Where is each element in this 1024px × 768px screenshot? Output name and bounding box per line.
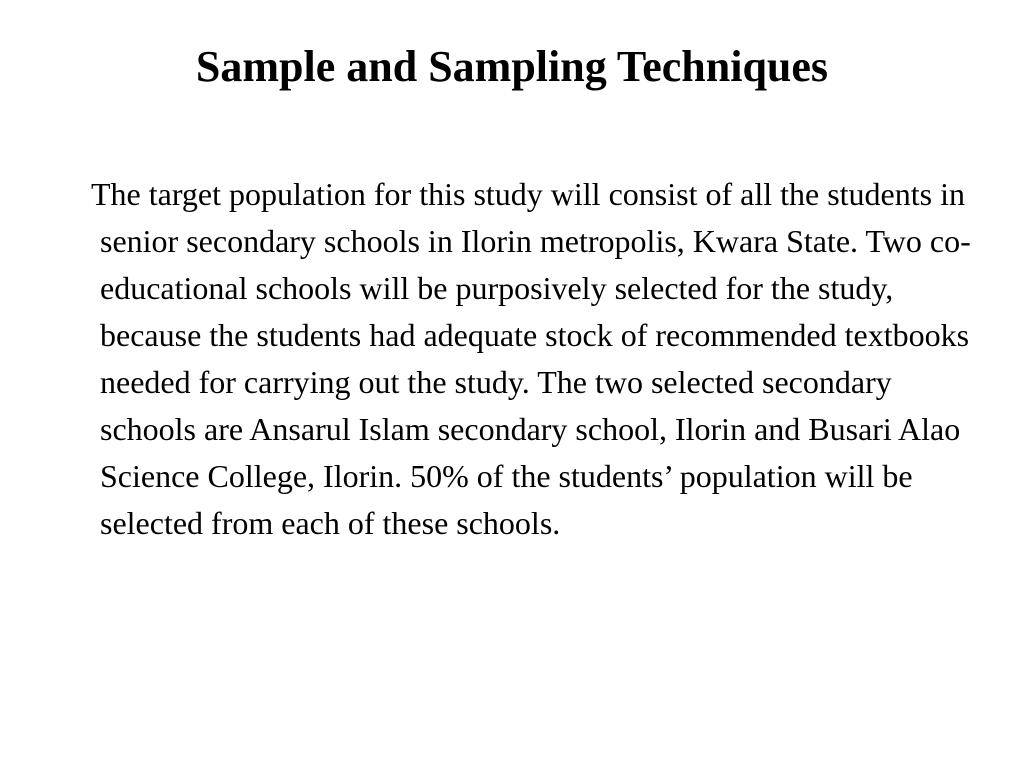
- slide-body: [91, 171, 980, 547]
- slide-title: Sample and Sampling Techniques: [195, 42, 829, 91]
- body-paragraph: The target population for this study will consist of all the students in senior secondary schools in Ilorin metropolis, Kwara State. Two co-educational schools will be purposively selected for the study, because the students had adequate stock of recommended textbooks needed for carrying out the study. The two selected secondary schools are Ansarul Islam secondary school, Ilorin and Busari Alao Science College, Ilorin. 50% of the students’ population will be selected from each of these schools.: [91, 176, 971, 541]
